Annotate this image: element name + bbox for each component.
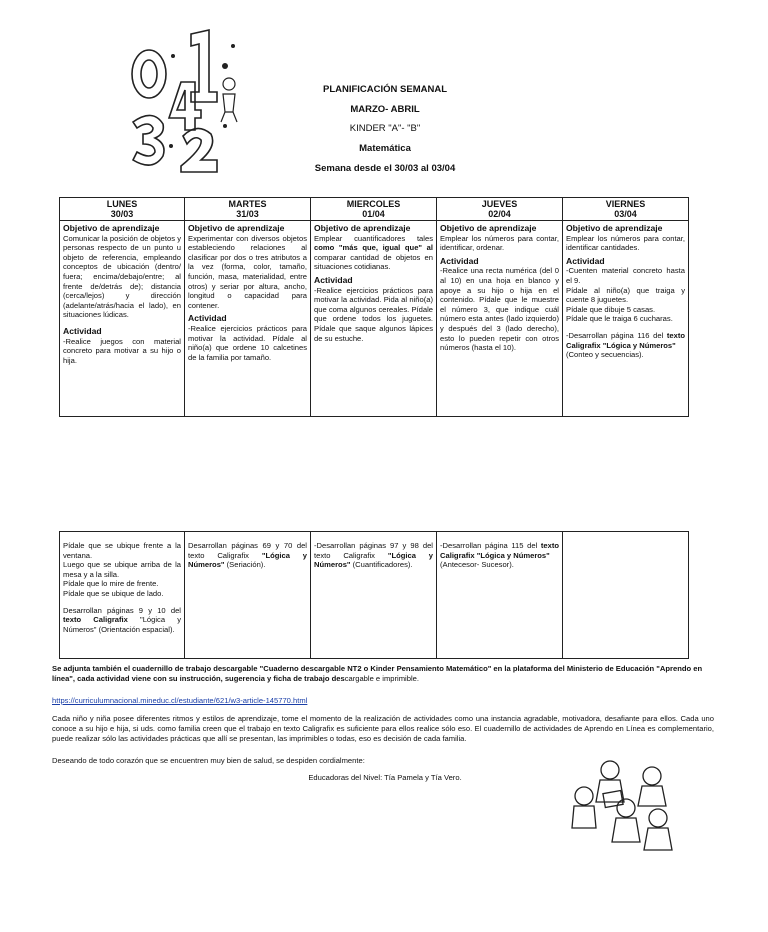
weekly-plan-table bbox=[59, 197, 689, 417]
level-label: KINDER "A"- "B" bbox=[349, 123, 421, 134]
subject-label: Matemática bbox=[359, 143, 411, 154]
cuadernillo-paragraph: Se adjunta también el cuadernillo de trabajo descargable "Cuaderno descargable NT2 o Kinder Pensamiento Matemático" en la plataforma del Ministerio de Educación "Aprendo en línea", cada actividad viene con su instrucción, sugerencia y ficha de trabajo descargable e imprimible. bbox=[52, 664, 703, 683]
week-label: Semana desde el 30/03 al 03/04 bbox=[314, 163, 456, 174]
cell-jueves-cont: -Desarrollan página 115 del texto Caligrafix "Lógica y Números" (Antecesor- Sucesor). bbox=[437, 532, 563, 659]
day-header: JUEVES 02/04 bbox=[437, 198, 563, 221]
resource-link-container bbox=[52, 696, 714, 706]
curriculum-link[interactable]: https://curriculumnacional.mineduc.cl/estudiante/621/w3-article-145770.html bbox=[52, 696, 308, 705]
cell-viernes-cont bbox=[563, 532, 689, 659]
cell-viernes: Objetivo de aprendizaje Emplear los números para contar, identificar cantidades. Actividad -Cuenten material concreto hasta el 9. Pídale al niño(a) que traiga y cuente 8 juguetes. Pídale que dibuje 5 casas. Pídale que le traiga 6 cucharas. -Desarrollan página 116 del texto Caligrafix "Lógica y Números" (Conteo y secuencias). bbox=[563, 221, 689, 417]
children-illustration bbox=[568, 756, 680, 856]
cell-lunes: Objetivo de aprendizaje Comunicar la posición de objetos y personas respecto de un punto u objeto de referencia, empleando conceptos de ubicación (dentro/ fuera; encima/debajo/entre; al frente de/detrás de); distancia (cerca/lejos) y dirección (adelante/atrás/hacia el lado), en situaciones lúdicas. Actividad -Realice juegos con material concreto para motivar a su hijo o hija. bbox=[60, 221, 185, 417]
day-header: VIERNES 03/04 bbox=[563, 198, 689, 221]
cell-miercoles: Objetivo de aprendizaje Emplear cuantificadores tales como "más que, igual que" al comparar cantidad de objetos en situaciones cotidianas. Actividad -Realice ejercicios prácticos para motivar la actividad. Pida al niño(a) que coma algunos cereales. Pídale que ordene todos los juguetes. Pídale que saque algunos lápices de su estuche. bbox=[311, 221, 437, 417]
cell-martes: Objetivo de aprendizaje Experimentar con diversos objetos estableciendo relaciones al clasificar por dos o tres atributos a la vez (forma, color, tamaño, función, masa, materialidad, entre otros) y seriar por altura, ancho, longitud o capacidad para contener. Actividad -Realice ejercicios prácticos para motivar la actividad. Pídale al niño(a) que ordene 10 calcetines de la familia por tamaño. bbox=[185, 221, 311, 417]
table-header-row bbox=[60, 198, 689, 221]
table-row bbox=[60, 532, 689, 659]
cell-lunes-cont: Pídale que se ubique frente a la ventana. Luego que se ubique arriba de la mesa y a la silla. Pídale que lo mire de frente. Pídale que se ubique de lado. Desarrollan páginas 9 y 10 del texto Caligrafix "Lógica y Números" (Orientación espacial). bbox=[60, 532, 185, 659]
day-header: MIERCOLES 01/04 bbox=[311, 198, 437, 221]
day-header: MARTES 31/03 bbox=[185, 198, 311, 221]
farewell-paragraph: Deseando de todo corazón que se encuentren muy bien de salud, se despiden cordialmente: bbox=[52, 756, 365, 765]
cell-miercoles-cont: -Desarrollan páginas 97 y 98 del texto Caligrafix "Lógica y Números" (Cuantificadores). bbox=[311, 532, 437, 659]
page-title: PLANIFICACIÓN SEMANAL bbox=[322, 84, 448, 95]
cell-jueves: Objetivo de aprendizaje Emplear los números para contar, identificar, ordenar. Actividad -Realice una recta numérica (del 0 al 10) en una hoja en blanco y apoye a su hijo o hija en el contenido. Pídale que le muestre el número 3, que indique cuál número esta antes (lado izquierdo) y después del 3 (lado derecho), esto lo pueden repetir con otros números (hasta el 10). bbox=[437, 221, 563, 417]
day-header: LUNES 30/03 bbox=[60, 198, 185, 221]
weekly-plan-table-continued bbox=[59, 531, 689, 659]
months-label: MARZO- ABRIL bbox=[350, 104, 420, 115]
numbers-illustration bbox=[125, 26, 245, 176]
table-row bbox=[60, 221, 689, 417]
signature-line: Educadoras del Nivel: Tía Pamela y Tía Vero. bbox=[308, 773, 462, 782]
rhythm-paragraph: Cada niño y niña posee diferentes ritmos y estilos de aprendizaje, tome el momento de la realización de actividades como una instancia agradable, motivadora, desafiante para ellos. Cada uno conoce a su hijo e hija, si uds. como familia creen que el trabajo en texto Caligrafix es suficiente para ellos realice sólo eso. El cuadernillo de actividades de Aprendo en Línea es complementario, puede realizar sólo las actividades prácticas que allí se presentan, las imprimibles o todas, eso es decisión de cada familia. bbox=[52, 714, 714, 743]
cell-martes-cont: Desarrollan páginas 69 y 70 del texto Caligrafix "Lógica y Números" (Seriación). bbox=[185, 532, 311, 659]
